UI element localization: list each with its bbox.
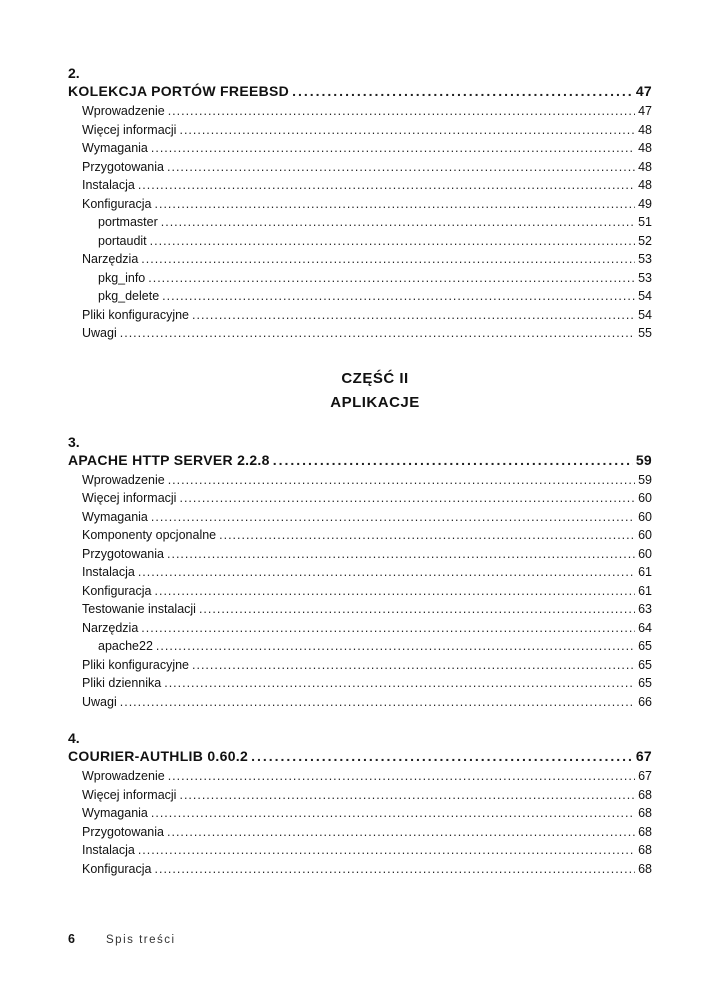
entry-page: 48 [638, 159, 652, 174]
chapter-title: COURIER-AUTHLIB 0.60.2 [68, 748, 249, 764]
entry-page: 68 [638, 806, 652, 820]
toc-subentry[interactable] [68, 269, 652, 288]
entry-label: portaudit [98, 233, 147, 248]
toc-entry[interactable] [68, 195, 652, 214]
entry-page: 60 [638, 509, 652, 524]
toc-entry[interactable] [68, 860, 652, 879]
dot-leader [199, 600, 635, 619]
chapter-title: KOLEKCJA PORTÓW FREEBSD [68, 83, 290, 99]
dot-leader [179, 121, 635, 140]
entry-label: pkg_delete [98, 289, 160, 303]
toc-entry[interactable] [68, 526, 652, 545]
toc-entry[interactable] [68, 324, 652, 343]
toc-subentry[interactable] [68, 213, 652, 232]
entry-page: 52 [638, 233, 652, 248]
toc-subentry[interactable] [68, 232, 652, 251]
chapter-page: 47 [635, 83, 652, 99]
entry-page: 48 [638, 141, 652, 155]
entry-page: 60 [638, 546, 652, 561]
chapter-number: 2. [68, 65, 80, 81]
entry-label: Pliki konfiguracyjne [82, 657, 189, 672]
part-title: APLIKACJE [330, 393, 420, 411]
toc-entry[interactable] [68, 471, 652, 490]
entry-page: 68 [638, 824, 652, 839]
dot-leader [148, 269, 635, 288]
toc-entry[interactable] [68, 563, 652, 582]
dot-leader [192, 306, 635, 325]
toc-entry[interactable] [68, 656, 652, 675]
toc-entry[interactable] [68, 250, 652, 269]
footer-page-number: 6 [68, 932, 75, 946]
entry-label: Wymagania [82, 509, 148, 524]
chapter[interactable] [68, 433, 652, 712]
entry-label: Przygotowania [82, 546, 164, 561]
chapter-page: 67 [635, 748, 652, 764]
dot-leader [164, 674, 635, 693]
toc-entry[interactable] [68, 306, 652, 325]
toc-entry[interactable] [68, 619, 652, 638]
chapter[interactable] [68, 64, 652, 343]
dot-leader [219, 526, 635, 545]
entry-label: Konfiguracja [82, 196, 152, 211]
entry-page: 66 [638, 694, 652, 709]
footer-label: Spis treści [106, 934, 176, 946]
dot-leader [141, 619, 635, 638]
entry-label: Konfiguracja [82, 861, 152, 876]
entry-page: 63 [638, 602, 652, 616]
dot-leader [138, 841, 635, 860]
toc-entry[interactable] [68, 804, 652, 823]
toc-entry[interactable] [68, 582, 652, 601]
entry-page: 53 [638, 252, 652, 266]
entry-label: Wprowadzenie [82, 769, 165, 783]
entry-page: 64 [638, 620, 652, 635]
chapter-number: 4. [68, 730, 80, 746]
page-footer [68, 932, 176, 946]
toc-subentry[interactable] [68, 637, 652, 656]
entry-page: 53 [638, 270, 652, 285]
dot-leader [151, 508, 635, 527]
entry-label: Narzędzia [82, 252, 139, 266]
entry-page: 65 [638, 676, 652, 690]
entry-page: 54 [638, 307, 652, 322]
dot-leader [168, 102, 635, 121]
dot-leader [161, 213, 635, 232]
entry-label: Więcej informacji [82, 787, 177, 802]
chapter[interactable] [68, 729, 652, 878]
entry-page: 49 [638, 196, 652, 211]
dot-leader [167, 545, 635, 564]
dot-leader [167, 158, 635, 177]
toc-entry[interactable] [68, 545, 652, 564]
dot-leader [150, 232, 635, 251]
chapters-after-part [68, 433, 652, 879]
entry-page: 55 [638, 326, 652, 340]
toc-entry[interactable] [68, 489, 652, 508]
entry-page: 61 [638, 565, 652, 579]
dot-leader [273, 451, 633, 469]
entry-page: 68 [638, 787, 652, 802]
entry-label: Wymagania [82, 141, 148, 155]
entry-page: 59 [638, 472, 652, 487]
entry-label: Wymagania [82, 806, 148, 820]
dot-leader [120, 324, 635, 343]
entry-page: 48 [638, 122, 652, 137]
entry-label: Pliki dziennika [82, 676, 162, 690]
toc-subentry[interactable] [68, 287, 652, 306]
chapter-title-row[interactable] [68, 451, 652, 469]
entry-page: 51 [638, 215, 652, 229]
toc-entry[interactable] [68, 121, 652, 140]
entry-label: Instalacja [82, 178, 135, 192]
dot-leader [156, 637, 635, 656]
toc-entry[interactable] [68, 786, 652, 805]
entry-page: 68 [638, 861, 652, 876]
entry-page: 47 [638, 104, 652, 118]
table-of-contents [68, 64, 652, 878]
entry-label: Narzędzia [82, 620, 139, 635]
dot-leader [251, 747, 633, 765]
toc-entry[interactable] [68, 674, 652, 693]
toc-entry[interactable] [68, 600, 652, 619]
dot-leader [120, 693, 635, 712]
entry-page: 61 [638, 583, 652, 598]
entry-page: 60 [638, 491, 652, 505]
toc-entry[interactable] [68, 767, 652, 786]
entry-page: 68 [638, 843, 652, 857]
part-number: CZĘŚĆ II [341, 369, 409, 387]
dot-leader [292, 82, 633, 100]
part-heading [68, 367, 652, 415]
chapter-number: 3. [68, 433, 80, 450]
entry-label: Więcej informacji [82, 491, 177, 505]
entry-page: 67 [638, 769, 652, 783]
entry-label: Komponenty opcjonalne [82, 528, 217, 542]
dot-leader [162, 287, 635, 306]
dot-leader [138, 563, 635, 582]
entry-label: Wprowadzenie [82, 104, 165, 118]
dot-leader [155, 195, 636, 214]
dot-leader [179, 489, 635, 508]
chapter-title-row[interactable] [68, 747, 652, 765]
dot-leader [179, 786, 635, 805]
dot-leader [151, 804, 635, 823]
dot-leader [155, 582, 636, 601]
entry-label: Instalacja [82, 565, 135, 579]
dot-leader [168, 471, 635, 490]
toc-entry[interactable] [68, 139, 652, 158]
entry-label: portmaster [98, 215, 158, 229]
chapters-before-part [68, 64, 652, 343]
entry-label: Przygotowania [82, 159, 164, 174]
chapter-page: 59 [635, 451, 652, 468]
toc-entry[interactable] [68, 508, 652, 527]
entry-page: 54 [638, 289, 652, 303]
toc-entry[interactable] [68, 158, 652, 177]
entry-page: 65 [638, 639, 652, 653]
chapter-title: APACHE HTTP SERVER 2.2.8 [68, 451, 270, 468]
entry-label: Uwagi [82, 326, 117, 340]
toc-entry[interactable] [68, 823, 652, 842]
entry-label: pkg_info [98, 270, 146, 285]
dot-leader [155, 860, 636, 879]
entry-label: Przygotowania [82, 824, 164, 839]
entry-page: 48 [638, 178, 652, 192]
dot-leader [192, 656, 635, 675]
entry-label: apache22 [98, 639, 153, 653]
dot-leader [138, 176, 635, 195]
toc-entry[interactable] [68, 176, 652, 195]
toc-entry[interactable] [68, 693, 652, 712]
entry-label: Instalacja [82, 843, 135, 857]
entry-label: Konfiguracja [82, 583, 152, 598]
entry-label: Uwagi [82, 694, 117, 709]
entry-label: Testowanie instalacji [82, 602, 196, 616]
dot-leader [141, 250, 635, 269]
entry-page: 65 [638, 657, 652, 672]
toc-entry[interactable] [68, 102, 652, 121]
toc-entry[interactable] [68, 841, 652, 860]
dot-leader [167, 823, 635, 842]
dot-leader [168, 767, 635, 786]
dot-leader [151, 139, 635, 158]
entry-label: Pliki konfiguracyjne [82, 307, 189, 322]
entry-page: 60 [638, 528, 652, 542]
entry-label: Wprowadzenie [82, 472, 165, 487]
chapter-title-row[interactable] [68, 82, 652, 100]
entry-label: Więcej informacji [82, 122, 177, 137]
